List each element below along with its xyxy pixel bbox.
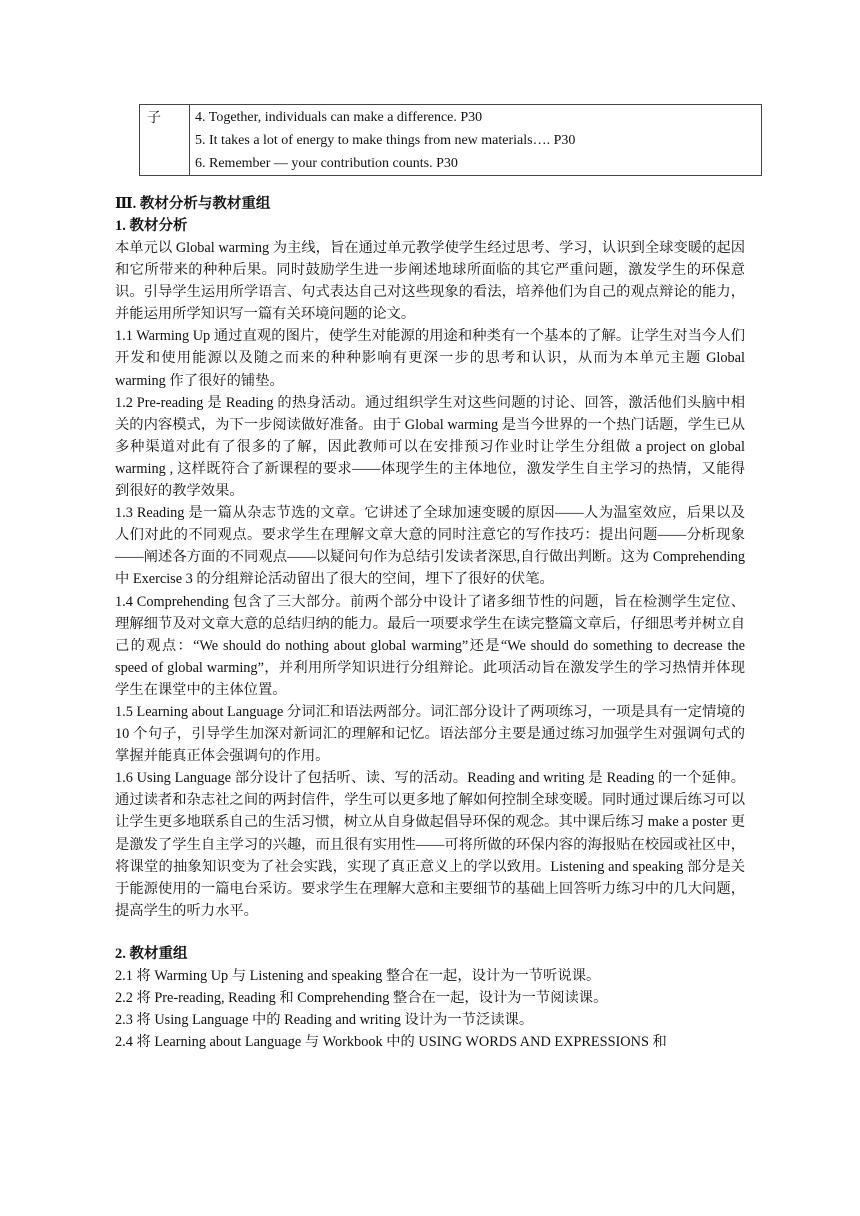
paragraph: 1.6 Using Language 部分设计了包括听、读、写的活动。Reading and writing 是 Reading 的一个延伸。通过读者和杂志社之间的两封信件，学生可以更多地了解如何控制全球变暖。同时通过课后练习可以让学生更多地联系自己的生活习惯，树立从自身做起倡导环保的观念。其中课后练习 make a poster 更是激发了学生自主学习的兴趣，而且很有实用性——可将所做的环保内容的海报贴在校园或社区中，将课堂的抽象知识变为了社会实践，实现了真正意义上的学以致用。Listening and speaking 部分是关于能源使用的一篇电台采访。要求学生在理解大意和主要细节的基础上回答听力练习中的几大问题，提高学生的听力水平。 <box>115 770 745 919</box>
document-page <box>115 104 745 1053</box>
table-row <box>140 105 762 176</box>
table-right-cell <box>190 105 762 176</box>
paragraph: 1.4 Comprehending 包含了三大部分。前两个部分中设计了诸多细节性的问题，旨在检测学生定位、理解细节及对文章大意的总结归纳的能力。最后一项要求学生在读完整篇文章后，仔细思考并树立自己的观点：“We should do nothing about global warming”还是“We should do something to decrease the speed of global warming”，并利用所学知识进行分组辩论。此项活动旨在激发学生的学习热情并体现学生在课堂中的主体位置。 <box>115 593 745 698</box>
analysis-body <box>115 237 745 922</box>
table-left-cell: 子 <box>140 105 190 176</box>
paragraph: 1.5 Learning about Language 分词汇和语法两部分。词汇部分设计了两项练习，一项是具有一定情境的 10 个句子，引导学生加深对新词汇的理解和记忆。语法部分主要是通过练习加强学生对强调句式的掌握并能真正体会强调句的作用。 <box>115 703 745 765</box>
paragraph: 本单元以 Global warming 为主线，旨在通过单元教学使学生经过思考、学习，认识到全球变暖的起因和它所带来的种种后果。同时鼓励学生进一步阐述地球所面临的其它严重问题，激发学生的环保意识。引导学生运用所学语言、句式表达自己对这些现象的看法，培养他们为自己的观点辩论的能力，并能运用所学知识写一篇有关环境问题的论文。 <box>115 240 745 323</box>
section-1-heading: 1. 教材分析 <box>115 218 188 234</box>
table-line: 5. It takes a lot of energy to make things from new materials…. P30 <box>195 133 576 148</box>
section-2-heading: 2. 教材重组 <box>115 945 188 962</box>
list-item: 2.2 将 Pre-reading, Reading 和 Comprehending 整合在一起，设计为一节阅读课。 <box>115 990 608 1006</box>
paragraph: 1.2 Pre-reading 是 Reading 的热身活动。通过组织学生对这些问题的讨论、回答，激活他们头脑中相关的内容模式，为下一步阅读做好准备。由于 Global warming 是当今世界的一个热门话题，学生已从多种渠道对此有了很多的了解，因此教师可以在安排预习作业时让学生分组做 a project on global warming , 这样既符合了新课程的要求——体现学生的主体地位，激发学生自主学习的热情，又能得到很好的教学效果。 <box>115 394 745 500</box>
list-item: 2.4 将 Learning about Language 与 Workbook 中的 USING WORDS AND EXPRESSIONS 和 <box>115 1034 667 1051</box>
content-table <box>139 104 762 176</box>
paragraph: 1.1 Warming Up 通过直观的图片，使学生对能源的用途和种类有一个基本的了解。让学生对当今人们开发和使用能源以及随之而来的种种影响有更深一步的思考和认识，从而为本单元主题 Global warming 作了很好的铺垫。 <box>115 328 745 389</box>
paragraph: 1.3 Reading 是一篇从杂志节选的文章。它讲述了全球加速变暖的原因——人为温室效应，后果以及人们对此的不同观点。要求学生在理解文章大意的同时注意它的写作技巧：提出问题——分析现象——阐述各方面的不同观点——以疑问句作为总结引发读者深思,自行做出判断。这为 Comprehending 中 Exercise 3 的分组辩论活动留出了很大的空间，埋下了很好的伏笔。 <box>115 505 745 588</box>
table-line: 6. Remember — your contribution counts. P30 <box>195 156 458 171</box>
section-3-heading: Ⅲ. 教材分析与教材重组 <box>115 196 271 212</box>
reorganization-list <box>115 965 745 1053</box>
list-item: 2.1 将 Warming Up 与 Listening and speaking 整合在一起，设计为一节听说课。 <box>115 967 601 984</box>
table-line: 4. Together, individuals can make a difference. P30 <box>195 110 483 125</box>
list-item: 2.3 将 Using Language 中的 Reading and writing 设计为一节泛读课。 <box>115 1012 534 1029</box>
